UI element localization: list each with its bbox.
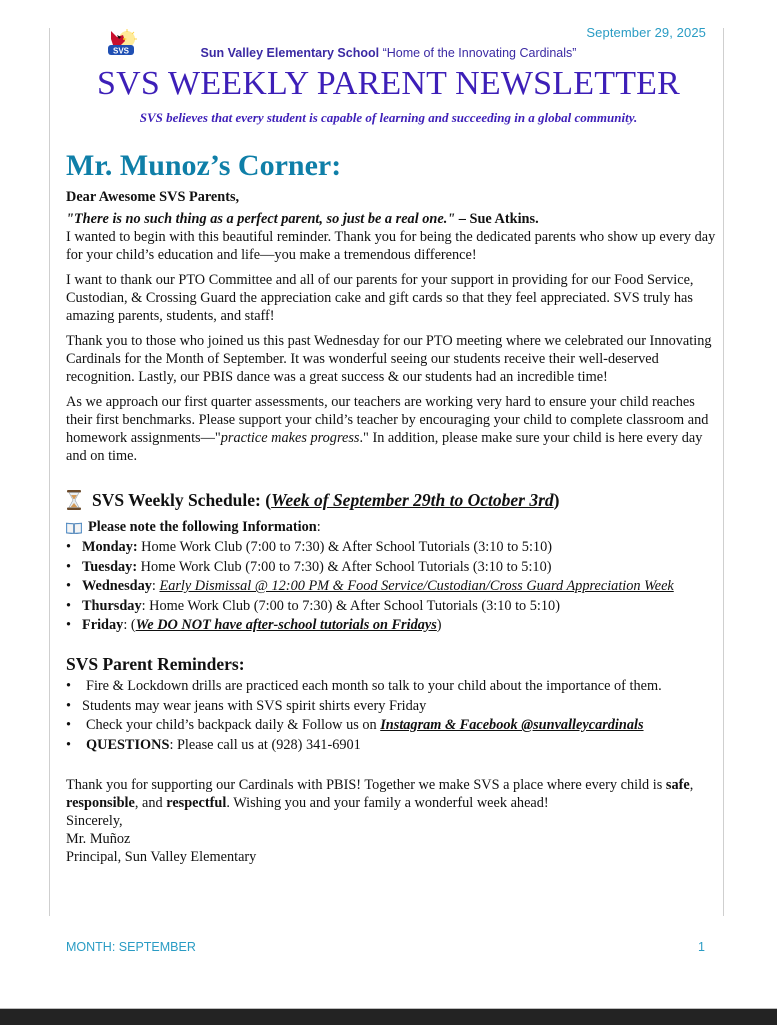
newsletter-body xyxy=(66,148,716,866)
week-range: Week of September 29th to October 3rd xyxy=(271,490,554,510)
schedule-list xyxy=(66,538,716,634)
corner-heading: Mr. Munoz’s Corner: xyxy=(66,149,342,182)
closing-sep: , and xyxy=(134,794,167,811)
day-sep: : ( xyxy=(123,617,136,633)
day-label: Tuesday: xyxy=(82,558,138,575)
paragraph-assessments xyxy=(66,393,716,465)
closing-text: Thank you for supporting our Cardinals with PBIS! Together we make SVS a place where every child is xyxy=(66,776,666,793)
quote-author: – Sue Atkins. xyxy=(455,211,539,227)
greeting: Dear Awesome SVS Parents, xyxy=(66,189,240,205)
reminder-jeans: • Students may wear jeans with SVS spirit shirts every Friday xyxy=(66,697,716,715)
value-responsible: responsible xyxy=(66,794,135,811)
quote-text: "There is no such thing as a perfect parent, so just be a real one." xyxy=(66,211,456,227)
reminder-questions xyxy=(66,736,716,754)
reminder-drills: • Fire & Lockdown drills are practiced each month so talk to your child about the importance of them. xyxy=(66,677,716,695)
day-end: ) xyxy=(436,617,442,633)
schedule-heading xyxy=(66,488,716,512)
footer-month: MONTH: SEPTEMBER xyxy=(66,940,196,954)
closing-paragraph xyxy=(66,776,716,812)
reminder-backpack xyxy=(66,716,716,734)
note-colon: : xyxy=(316,519,321,535)
reminder-backpack-text: Check your child’s backpack daily & Follow us on xyxy=(86,717,381,733)
schedule-item-tuesday xyxy=(66,558,716,576)
schedule-item-thursday xyxy=(66,597,716,615)
paragraph-pto-meeting: Thank you to those who joined us this past Wednesday for our PTO meeting where we celebrated our Innovating Cardinals for the Month of September. It was wonderful seeing our students receive their well-deserved recognition. Lastly, our PBIS dance was a great success & our students had an incredible time! xyxy=(66,333,712,385)
social-media-link[interactable]: Instagram & Facebook @sunvalleycardinals xyxy=(380,717,644,733)
questions-label: QUESTIONS xyxy=(86,736,170,753)
school-line xyxy=(0,46,777,60)
value-respectful: respectful xyxy=(166,794,227,811)
practice-makes-progress: practice makes progress xyxy=(220,430,360,446)
school-motto: “Home of the Innovating Cardinals” xyxy=(382,46,577,60)
day-label: Friday xyxy=(82,617,124,633)
hourglass-icon xyxy=(66,490,82,510)
open-book-icon xyxy=(66,521,82,533)
schedule-heading-suffix: ) xyxy=(553,490,560,510)
note-label: Please note the following Information xyxy=(88,519,317,535)
day-text: Home Work Club (7:00 to 7:30) & After School Tutorials (3:10 to 5:10) xyxy=(137,558,552,575)
day-sep: : xyxy=(141,597,150,614)
day-text: Home Work Club (7:00 to 7:30) & After School Tutorials (3:10 to 5:10) xyxy=(149,597,560,614)
signer-name: Mr. Muñoz xyxy=(66,830,131,847)
page-number: 1 xyxy=(698,940,705,954)
assessments-text: As we approach our first quarter assessments, our teachers are working very hard to ensure your child reaches their first benchmarks. Please support your child’s teacher by encouraging your child to complete classroom and homework assignments—" xyxy=(66,394,709,446)
assessments-text-end: ." In addition, please make sure your child is here every day and on time. xyxy=(66,430,703,464)
schedule-item-monday xyxy=(66,538,716,556)
schedule-item-friday xyxy=(66,616,716,634)
closing-text-end: . Wishing you and your family a wonderful week ahead! xyxy=(226,794,549,811)
signer-role: Principal, Sun Valley Elementary xyxy=(66,848,257,865)
day-text: We DO NOT have after-school tutorials on Fridays xyxy=(135,617,437,633)
day-label: Thursday xyxy=(82,597,142,614)
mission-tagline: SVS believes that every student is capable of learning and succeeding in a global community. xyxy=(139,110,638,125)
day-label: Wednesday xyxy=(82,578,152,594)
day-text: Home Work Club (7:00 to 7:30) & After School Tutorials (3:10 to 5:10) xyxy=(137,539,552,555)
closing-sep: , xyxy=(689,776,694,793)
schedule-heading-prefix: SVS Weekly Schedule: ( xyxy=(92,490,272,510)
paragraph-pto-thanks: I want to thank our PTO Committee and all of our parents for your support in providing for our Food Service, Custodian, & Crossing Guard the appreciation cake and gift cards so that they feel appreciated. SVS truly has amazing parents, students, and staff! xyxy=(66,272,694,324)
questions-phone: : Please call us at (928) 341-6901 xyxy=(169,736,361,753)
paragraph-intro: I wanted to begin with this beautiful reminder. Thank you for being the dedicated parents who show up every day for your child’s education and life—you make a tremendous difference! xyxy=(66,229,716,263)
newsletter-title: SVS WEEKLY PARENT NEWSLETTER xyxy=(96,65,681,102)
value-safe: safe xyxy=(665,776,690,793)
reminders-list xyxy=(66,677,716,754)
schedule-item-wednesday xyxy=(66,577,716,595)
quote xyxy=(66,210,716,228)
note-line xyxy=(66,518,716,536)
signoff xyxy=(66,812,716,866)
svg-text:SVS: SVS xyxy=(112,46,130,56)
day-sep: : xyxy=(151,578,160,594)
newsletter-date: September 29, 2025 xyxy=(586,25,706,40)
day-text: Early Dismissal @ 12:00 PM & Food Service/Custodian/Cross Guard Appreciation Week xyxy=(159,578,674,594)
school-name: Sun Valley Elementary School xyxy=(200,46,380,60)
day-label: Monday: xyxy=(82,539,138,555)
reminders-heading: SVS Parent Reminders: xyxy=(66,654,245,674)
sincerely: Sincerely, xyxy=(66,812,123,829)
bottom-toolbar xyxy=(0,1008,777,1025)
